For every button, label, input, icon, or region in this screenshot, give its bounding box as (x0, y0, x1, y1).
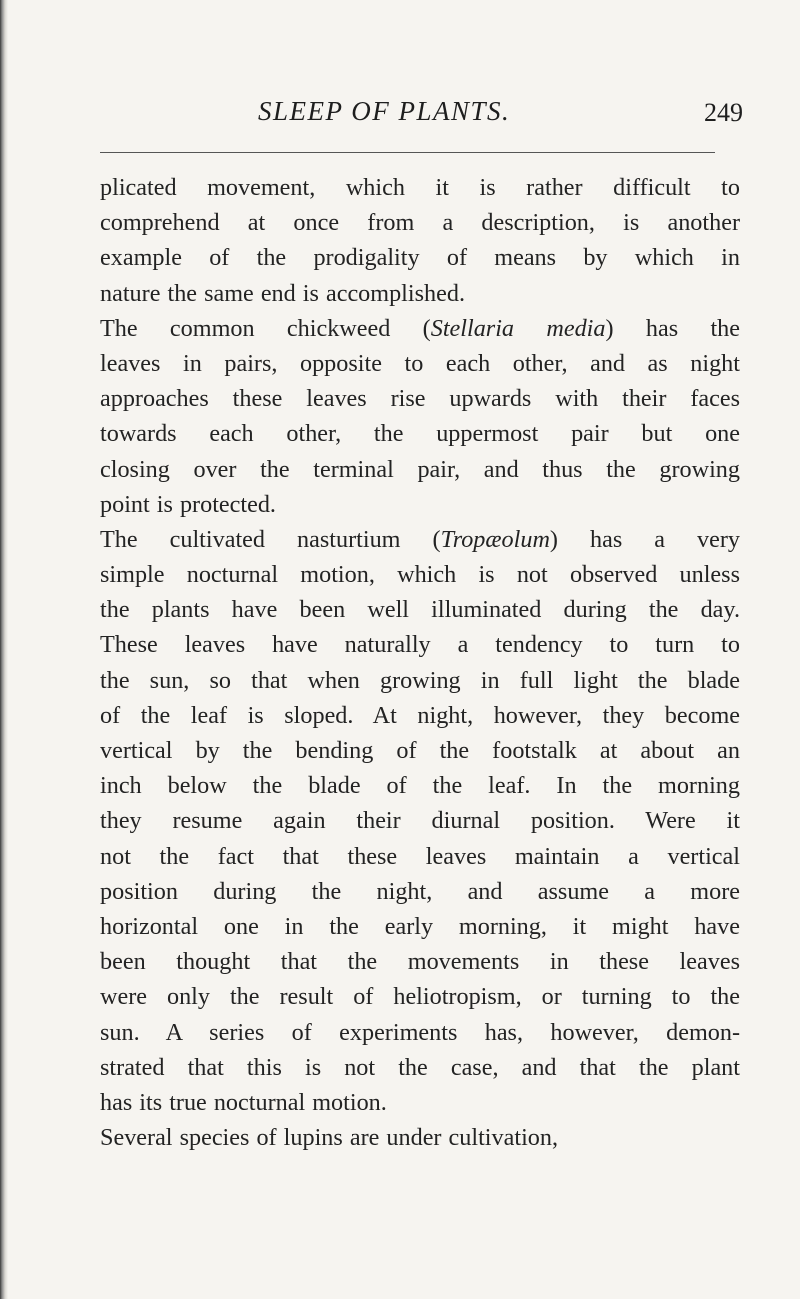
text-line: not the fact that these leaves maintain a vertical (100, 842, 740, 870)
text-line: example of the prodigality of means by which in (100, 244, 740, 272)
text-line: sun. A series of experiments has, however, demon- (100, 1018, 740, 1046)
text-line: approaches these leaves rise upwards with their faces (100, 385, 740, 413)
text-line: point is protected. (100, 490, 276, 518)
text-run: ) has a very (549, 525, 740, 553)
text-line (100, 522, 740, 557)
text-line: comprehend at once from a description, is another (100, 209, 740, 237)
text-line: position during the night, and assume a more (100, 877, 740, 905)
text-line: of the leaf is sloped. At night, however, they become (100, 701, 740, 729)
text-line (100, 311, 740, 346)
text-line: has its true nocturnal motion. (100, 1088, 387, 1116)
page-number: 249 (704, 98, 743, 127)
text-line: leaves in pairs, opposite to each other, and as night (100, 349, 740, 377)
text-line: were only the result of heliotropism, or turning to the (100, 983, 740, 1011)
page-body (100, 170, 740, 1155)
text-line: the plants have been well illuminated during the day. (100, 596, 740, 624)
species-name: Stellaria media (430, 314, 606, 342)
text-run: The cultivated nasturtium ( (100, 525, 441, 553)
text-line: Several species of lupins are under cultivation, (100, 1124, 559, 1152)
text-line: simple nocturnal motion, which is not observed unless (100, 561, 740, 589)
header-rule (100, 152, 715, 153)
text-line: strated that this is not the case, and that the plant (100, 1053, 740, 1081)
text-line: inch below the blade of the leaf. In the morning (100, 772, 740, 800)
species-name: Tropæolum (440, 525, 550, 553)
text-line: they resume again their diurnal position. Were it (100, 807, 740, 835)
text-line: nature the same end is accomplished. (100, 279, 466, 307)
text-line: horizontal one in the early morning, it might have (100, 912, 740, 940)
text-line: These leaves have naturally a tendency to turn to (100, 631, 740, 659)
page-binding-edge (0, 0, 8, 1299)
text-run: The common chickweed ( (100, 314, 431, 342)
text-run: ) has the (605, 314, 740, 342)
text-line: vertical by the bending of the footstalk at about an (100, 737, 740, 764)
text-line: the sun, so that when growing in full light the blade (100, 666, 740, 694)
running-title: SLEEP OF PLANTS. (258, 96, 511, 126)
text-line: closing over the terminal pair, and thus the growing (100, 455, 740, 483)
text-line: towards each other, the uppermost pair but one (100, 420, 740, 448)
text-line: plicated movement, which it is rather difficult to (100, 174, 740, 201)
text-line: been thought that the movements in these leaves (100, 948, 740, 976)
